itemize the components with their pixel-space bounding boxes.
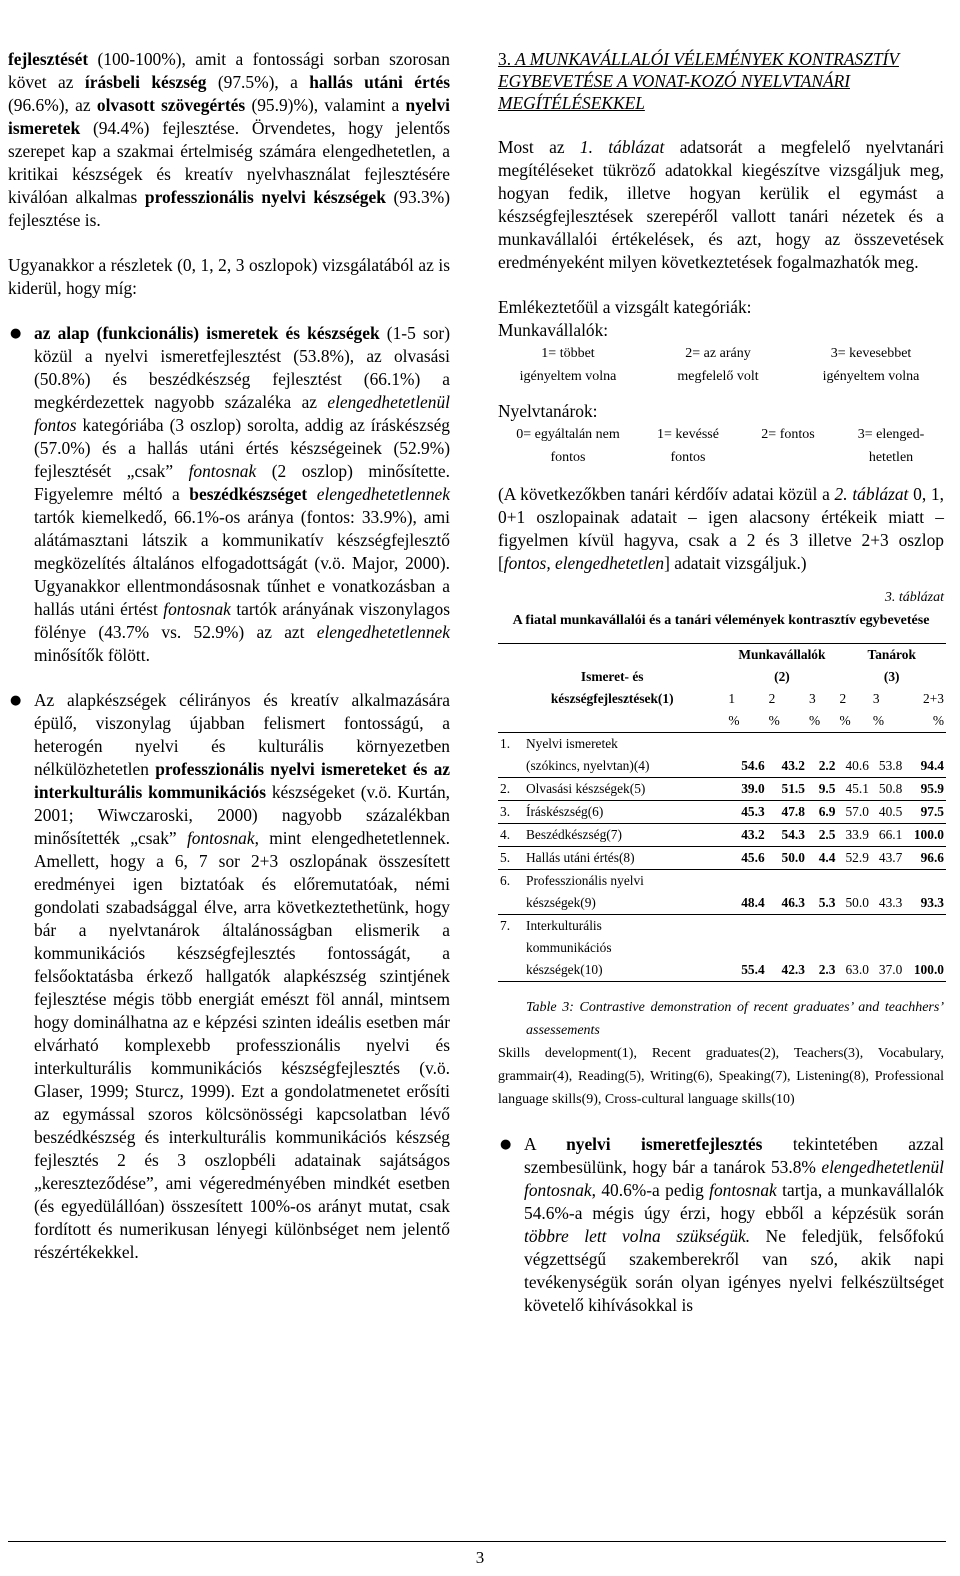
right-column [498,48,944,1317]
paragraph: Most az 1. táblázat adatsorát a megfelelő nyelvtanári megítéléseket tükröző adatokkal kiegészítve vizsgáljuk meg, hogyan fedik, illetve hogyan kerülik el egymást a készségfejlesztések szerepéről vallott tanári nézetek és a munkavállalói értékelések, és azt, hogy az összevetések eredményeként milyen következtetések fogalmazhatók meg. [498,137,944,272]
table-cell: 48.4 [726,870,766,915]
table-cell: 39.0 [726,778,766,801]
bullet-icon: ● [500,1137,512,1152]
table-header: 2 [768,691,776,706]
table-number: 3. táblázat [884,590,944,605]
table-cell: 50.0 [767,847,807,870]
row-label [524,870,726,915]
category-item: 1= többet igényeltem volna [519,346,617,384]
table-header: % [807,710,838,733]
table-cell: 53.8 [871,733,904,778]
list-item: ● Az alapkészségek célirányos és kreatív alkalmazására épülő, viszonylag újabban felismert fontosságú, a heterogén nyelvi és kulturális környezetben nélkülözhetetlen professzionális nyelvi ismereteket és az interkulturális kommunikációs készségeket (v.ö. Kurtán, 2001; Wiwczaroski, 2000) nagyobb százalékban minősítették „csak” fontosnak, mint elengedhetetlennek. Amellett, hogy a 6, 7 sor 2+3 oszlopának összesített eredményei igen biztatóak és előremutatóak, némi gondolati szabadsággal élve, arra következtethetünk, hogy bár a nyelvtanárok általánosságban elismerik a kommunikációs készségfejlesztés fontosságát, a felsőoktatásba érkező hallgatók alapkészség szintjének fejlesztése mégis több energiát emészt föl annál, mintsem hogy dominálhatna az e képzési szinten ideális esetben már elvárható komplexebb professzionális nyelvi és interkulturális kommunikációs készségfejlesztés (v.ö. Glaser, 1999; Sturcz, 1999). Ezt a gondolatmenetet erősíti az egymással szoros kölcsönösségi kapcsolatban lévő beszédkészség és interkulturális kommunikációs készség fejlesztés 2 és 3 oszlopbéli adatainak sajátságos „kereszteződése”, ami végeredményében mindkét esetben (és egyedülállóan) összesített 100%-os arányt mutat, csak fordított és numerikusan lényegi különbséget nem jelentő részértékekkel. [10,690,451,1262]
table-cell: 100.0 [904,915,946,982]
table-header: % [726,710,766,733]
table-cell: 54.3 [767,824,807,847]
table-cell: 43.2 [767,733,807,778]
row-number: 2. [498,778,524,801]
table-cell: 43.3 [871,870,904,915]
table-header: 2+3 [923,691,944,706]
table-cell: 55.4 [726,915,766,982]
table-cell: 97.5 [904,801,946,824]
table-header: (3) [883,669,900,684]
table-row [498,778,946,801]
row-label [524,778,726,801]
table-cell: 63.0 [837,915,870,982]
english-caption: Table 3: Contrastive demonstration of recent graduates’ and teachhers’ assessements [526,1000,944,1038]
table-row [498,847,946,870]
row-number: 4. [498,824,524,847]
table-cell: 51.5 [767,778,807,801]
table-header: % [904,710,946,733]
table-title: A fiatal munkavállalói és a tanári vélemények kontrasztív egybevetése [512,613,930,628]
table-cell: 40.6 [837,733,870,778]
row-label-line: készségek(10) [526,962,603,977]
category-item: 2= fontos [761,427,815,442]
row-label-line: Hallás utáni értés(8) [526,850,635,865]
table-cell: 45.6 [726,847,766,870]
table-cell: 45.1 [837,778,870,801]
table-cell: 45.3 [726,801,766,824]
table-cell: 33.9 [837,824,870,847]
row-label [524,915,726,982]
paragraph: fejlesztését (100-100%), amit a fontossági sorban szorosan követ az írásbeli készség (97.5%), a hallás utáni értés (96.6%), az olvasott szövegértés (95.9)%), valamint a nyelvi ismeretek (94.4%) fejlesztése. Örvendetes, hogy jelentős szerepet kap a szakmai értelmiség számára elengedhetetlen, a kritikai készségek és kreatív nyelvhasználat fejlesztésére kiválóan alkalmas professzionális nyelvi készségek (93.3%) fejlesztése is. [8,49,451,230]
paragraph: Ugyanakkor a részletek (0, 1, 2, 3 oszlopok) vizsgálatából az is kiderül, hogy míg: [8,255,450,298]
row-label-line: (szókincs, nyelvtan)(4) [526,758,650,773]
list-item: ● az alap (funkcionális) ismeretek és készségek (1-5 sor) közül a nyelvi ismeretfejlesztést (53.8%), az olvasási (50.8%) és beszédkészség fejlesztést (66.1%) a megkérdezettek nagyobb százaléka az elengedhetetlenül fontos kategóriába (3 oszlop) sorolta, addig az íráskészség (57.0%) és a hallás utáni értés készségeinek (52.9%) fejlesztését „csak” fontosnak (2 oszlop) minősítette. Figyelemre méltó a beszédkészséget elengedhetetlennek tartók kiemelkedő, 66.1%-os aránya (fontos: 33.9%), ami alátámasztani látszik a kommunikatív készségfejlesztő megközelítés általános elfogadottságát (v.ö. Major, 2000). Ugyanakkor ellentmondásosnak tűnhet e vonatkozásban a hallás utáni értést fontosnak tartók arányának viszonylagos fölénye (43.7% vs. 52.9%) az azt elengedhetetlennek minősítők fölött. [10,323,451,665]
row-label-line: Olvasási készségek(5) [526,781,646,796]
table-cell: 40.5 [871,801,904,824]
table-cell: 47.8 [767,801,807,824]
category-item: 3= kevesebbet igényeltem volna [822,346,920,384]
table-cell: 46.3 [767,870,807,915]
row-label [524,733,726,778]
table-cell: 9.5 [807,778,838,801]
table-cell: 43.2 [726,824,766,847]
bullet-icon: ● [10,326,22,341]
table-cell: 95.9 [904,778,946,801]
row-number: 5. [498,847,524,870]
category-item: 0= egyáltalán nem fontos [516,427,620,465]
table-cell: 66.1 [871,824,904,847]
table-header: Tanárok [867,647,916,662]
table-cell: 52.9 [837,847,870,870]
table-header: Munkavállalók [738,647,826,662]
table-cell: 43.7 [871,847,904,870]
teachers-label: Nyelvtanárok: [498,401,598,421]
table-row [498,801,946,824]
paragraph: (A következőkben tanári kérdőív adatai közül a 2. táblázat 0, 1, 0+1 oszlopainak adatait – igen alacsony értékeik miatt – figyelmen kívül hagyva, csak a 2 és 3 illetve 2+3 oszlop [fontos, elengedhetetlen] adatait vizsgáljuk.) [498,484,945,573]
table-row [498,870,946,915]
row-number: 1. [498,733,524,778]
table-header: 3 [808,691,816,706]
table-row [498,733,946,778]
list-item: ● A nyelvi ismeretfejlesztés tekintetében azzal szembesülünk, hogy bár a tanárok 53.8% elengedhetetlenül fontosnak, 40.6%-a pedig fontosnak tartja, a munkavállalók 54.6%-a mégis úgy érzi, hogy ebből a képzésük során többre lett volna szükségük. Ne feledjük, felsőfokú végzettségű szakemberekről van szó, akik napi tevékenységük során olyan igényes nyelvi felkészültséget követelő kihívásokkal is [500,1134,944,1315]
reminder-text: Emlékeztetőül a vizsgált kategóriák: Munkavállalók: [498,297,752,340]
bullet-list [498,1133,944,1317]
row-number: 6. [498,870,524,915]
table-cell: 96.6 [904,847,946,870]
table-header: 2 [839,691,847,706]
row-label-line: Beszédkészség(7) [526,827,622,842]
bullet-icon: ● [10,693,22,708]
table-row [498,824,946,847]
table-cell: 37.0 [871,915,904,982]
table-cell: 94.4 [904,733,946,778]
table-header: készségfejlesztések(1) [550,691,674,706]
row-label-line: Interkulturális [526,918,602,933]
row-number: 3. [498,801,524,824]
table-cell: 57.0 [837,801,870,824]
row-label-line: kommunikációs [526,940,612,955]
row-label-line: készségek(9) [526,895,596,910]
table-cell: 93.3 [904,870,946,915]
table-cell: 2.5 [807,824,838,847]
data-table [498,643,946,982]
row-label [524,824,726,847]
table-cell: 54.6 [726,733,766,778]
employee-categories [498,342,944,388]
table-header: % [767,710,807,733]
row-label [524,801,726,824]
page-number: 3 [475,1548,485,1567]
table-header: Ismeret- és [580,669,644,684]
table-header: 3 [872,691,880,706]
table-cell: 50.0 [837,870,870,915]
table-cell: 50.8 [871,778,904,801]
category-item: 1= kevéssé fontos [657,427,719,465]
section-heading: 3. A MUNKAVÁLLALÓI VÉLEMÉNYEK KONTRASZTÍV EGYBEVETÉSE A VONAT-KOZÓ NYELVTANÁRI MEGÍTÉLÉSEKKEL [498,49,899,113]
table-cell: 2.2 [807,733,838,778]
table-cell: 6.9 [807,801,838,824]
left-column [8,48,450,1264]
table-cell: 100.0 [904,824,946,847]
row-number: 7. [498,915,524,982]
bullet-list [8,322,450,1264]
table-header: (2) [774,669,790,684]
category-item: 3= elenged- hetetlen [857,427,925,465]
table-header: % [871,710,904,733]
table-header: 1 [728,691,736,706]
row-label-line: Professzionális nyelvi [526,873,644,888]
english-legend: Skills development(1), Recent graduates(2), Teachers(3), Vocabulary, grammair(4), Reading(5), Writing(6), Speaking(7), Listening(8), Professional language skills(9), Cross-cultural language skills(10) [498,1046,944,1107]
table-cell: 2.3 [807,915,838,982]
footer-rule [8,1541,946,1542]
table-cell: 42.3 [767,915,807,982]
row-label-line: Íráskészség(6) [526,804,604,819]
teacher-categories [498,423,944,469]
table-row [498,915,946,982]
table-header: % [837,710,870,733]
table-cell: 5.3 [807,870,838,915]
row-label [524,847,726,870]
table-body [498,733,946,982]
table-cell: 4.4 [807,847,838,870]
row-label-line: Nyelvi ismeretek [526,736,618,751]
category-item: 2= az arány megfelelő volt [677,346,759,384]
